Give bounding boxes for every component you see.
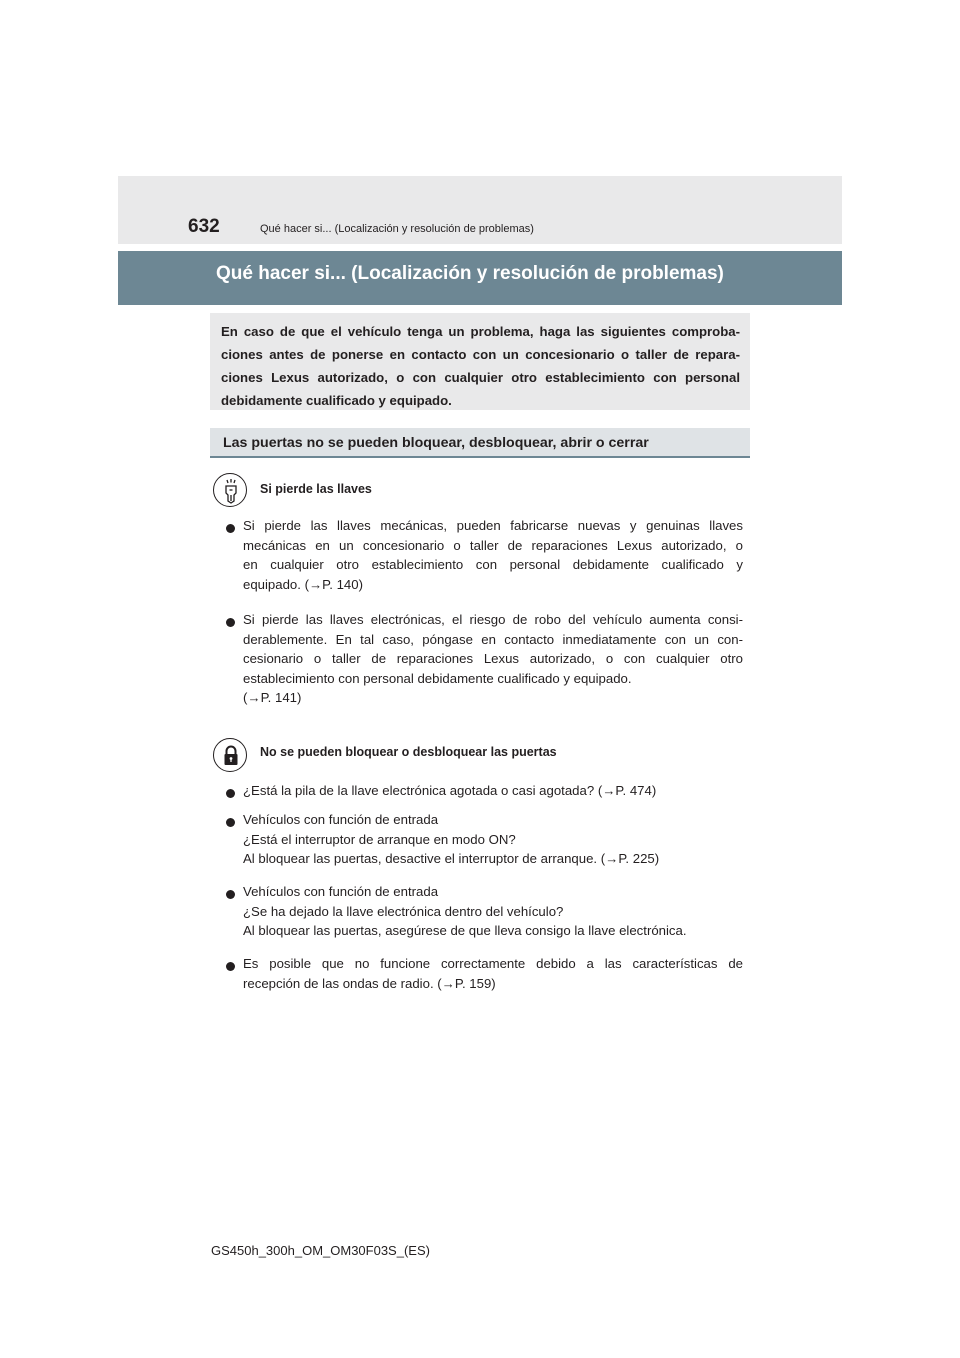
text-line: en cualquier otro establecimiento con personal debidamente cualificado y xyxy=(243,557,743,572)
bullet xyxy=(226,818,235,827)
paragraph-lost-mechanical-keys xyxy=(243,516,743,594)
text-line: Vehículos con función de entrada xyxy=(243,812,439,827)
padlock-icon xyxy=(213,738,247,772)
intro-line: En caso de que el vehículo tenga un problema, haga las siguientes comproba- xyxy=(221,324,740,339)
bullet xyxy=(226,962,235,971)
intro-box xyxy=(210,313,750,410)
text-line: mecánicas en un concesionario o taller de reparaciones Lexus autorizado, o xyxy=(243,537,743,553)
text-line: Es posible que no funcione correctamente debido a las características de xyxy=(243,956,743,971)
bullet xyxy=(226,890,235,899)
page-title: Qué hacer si... (Localización y resolución de problemas) xyxy=(216,263,724,284)
section-title: Las puertas no se pueden bloquear, desbloquear, abrir o cerrar xyxy=(223,435,649,451)
text-line: Si pierde las llaves electrónicas, el riesgo de robo del vehículo aumenta consi- xyxy=(243,612,743,627)
paragraph-battery-depleted xyxy=(243,781,743,801)
text-line: Vehículos con función de entrada xyxy=(243,884,439,899)
page-reference: recepción de las ondas de radio. (→P. 159) xyxy=(243,975,496,991)
page-reference: (→P. 141) xyxy=(243,690,302,705)
text-line: derablemente. En tal caso, póngase en contacto inmediatamente con un con- xyxy=(243,631,743,647)
paragraph-lost-electronic-keys xyxy=(243,610,743,708)
text-line: ¿Se ha dejado la llave electrónica dentro del vehículo? xyxy=(243,903,564,919)
key-icon xyxy=(213,473,247,507)
page-reference: equipado. (→P. 140) xyxy=(243,576,363,592)
bullet xyxy=(226,524,235,533)
running-head: Qué hacer si... (Localización y resolución de problemas) xyxy=(260,223,534,235)
paragraph-key-left-inside xyxy=(243,882,743,941)
intro-line: ciones antes de ponerse en contacto con un concesionario o taller de repara- xyxy=(221,347,740,362)
intro-line: ciones Lexus autorizado, o con cualquier otro establecimiento con personal xyxy=(221,370,740,385)
intro-line: debidamente cualificado y equipado. xyxy=(221,393,452,408)
text-line: Si pierde las llaves mecánicas, pueden fabricarse nuevas y genuinas llaves xyxy=(243,518,743,533)
bullet xyxy=(226,789,235,798)
text-line: Al bloquear las puertas, desactive el interruptor de arranque. (→P. 225) xyxy=(243,851,660,866)
text-line: Al bloquear las puertas, asegúrese de que lleva consigo la llave electrónica. xyxy=(243,923,687,938)
page-number: 632 xyxy=(188,216,220,237)
text-line: ¿Está la pila de la llave electrónica agotada o casi agotada? (→P. 474) xyxy=(243,783,657,798)
text-line: ¿Está el interruptor de arranque en modo ON? xyxy=(243,831,516,847)
subheading-cannot-lock: No se pueden bloquear o desbloquear las puertas xyxy=(260,745,557,759)
text-line: establecimiento con personal debidamente cualificado y equipado. xyxy=(243,670,632,686)
footer-document-code: GS450h_300h_OM_OM30F03S_(ES) xyxy=(211,1243,430,1258)
subheading-lost-keys: Si pierde las llaves xyxy=(260,482,372,496)
paragraph-radio-reception xyxy=(243,954,743,993)
bullet xyxy=(226,618,235,627)
text-line: cesionario o taller de reparaciones Lexus autorizado, o con cualquier otro xyxy=(243,651,743,666)
paragraph-start-switch-on xyxy=(243,810,743,869)
